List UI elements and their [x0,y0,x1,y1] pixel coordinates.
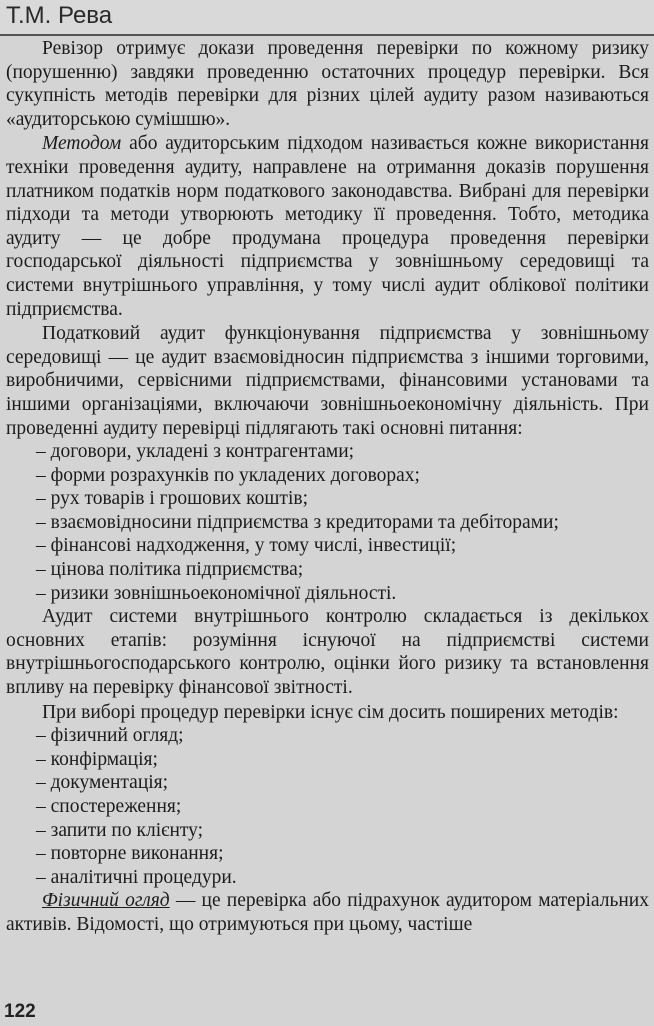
list-item: – форми розрахунків по укладених договорах; [36,464,649,488]
list-item: – повторне виконання; [36,842,649,866]
list-item: – фінансові надходження, у тому числі, інвестиції; [36,534,649,558]
paragraph-2-text: або аудиторським підходом називається кожне використання техніки проведення аудиту, направлене на отримання доказів порушення платником податків норм податкового законодавства. Вибрані для перевірки підходи та методи утворюють методику її проведення. Тобто, методика аудиту — це добре продумана процедура проведення перевірки господарської діяльності підприємства у зовнішньому середовищі та системи внутрішнього управління, у тому числі аудит облікової політики підприємства. [6,133,649,320]
list-item: – цінова політика підприємства; [36,558,649,582]
list-item: – аналітичні процедури. [36,866,649,890]
list-item: – спостереження; [36,795,649,819]
running-header-author: Т.М. Рева [6,2,113,29]
paragraph-5: При виборі процедур перевірки існує сім досить поширених методів: [42,701,619,723]
list-item: – фізичний огляд; [36,724,649,748]
audit-questions-list [6,440,649,605]
paragraph-2 [6,132,649,321]
page-body [6,37,649,937]
list-item: – ризики зовнішньоекономічної діяльності. [36,582,649,606]
paragraph-6 [6,889,649,936]
term-physical-inspection: Фізичний огляд [42,890,170,912]
list-item: – взаємовідносини підприємства з кредиторами та дебіторами; [36,511,649,535]
list-item: – документація; [36,771,649,795]
list-item: – договори, укладені з контрагентами; [36,440,649,464]
header-rule [0,34,654,36]
paragraph-3: Податковий аудит функціонування підприємства у зовнішньому середовищі — це аудит взаємовідносин підприємства з іншими торговими, виробничими, сервісними підприємствами, фінансовими установами та іншими організаціями, включаючи зовнішньоекономічну діяльність. При проведенні аудиту перевірці підлягають такі основні питання: [6,323,649,439]
list-item: – запити по клієнту; [36,819,649,843]
paragraph-4: Аудит системи внутрішнього контролю складається із декількох основних етапів: розуміння існуючої на підприємстві системи внутрішньогосподарського контролю, оцінки його ризику та встановлення впливу на перевірку фінансової звітності. [6,606,649,699]
paragraph-6-text: — це перевірка або підрахунок аудитором матеріальних активів. Відомості, що отримуються при цьому, частіше [6,890,649,935]
audit-methods-list [6,724,649,889]
page-number: 122 [4,1001,36,1022]
list-item: – рух товарів і грошових коштів; [36,487,649,511]
list-item: – конфірмація; [36,748,649,772]
paragraph-1: Ревізор отримує докази проведення перевірки по кожному ризику (порушенню) завдяки проведенню остаточних процедур перевірки. Вся сукупність методів перевірки для різних цілей аудиту разом називаються «аудиторською сумішшю». [6,38,649,130]
term-method: Методом [42,133,122,155]
running-header [0,0,654,34]
